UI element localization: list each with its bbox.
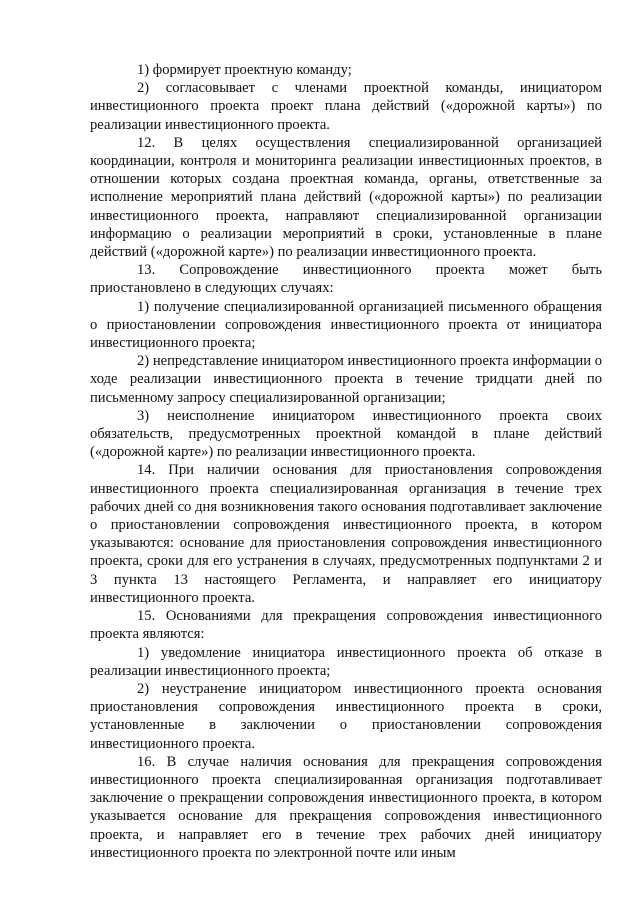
paragraph-item-15: 15. Основаниями для прекращения сопровождения инвестиционного проекта являются: <box>90 608 602 643</box>
paragraph-item-12: 12. В целях осуществления специализированной организацией координации, контроля и мониторинга реализации инвестиционных проектов, в отношении которых создана проектная команда, органы, ответственные за исполнение мероприятий плана действий («дорожной карты») по реализации инвестиционного проекта, направляют специализированной организации информацию о реализации мероприятий в сроки, установленные в плане действий («дорожной карте») по реализации инвестиционного проекта. <box>90 134 602 261</box>
paragraph-item-15-subitem-1: 1) уведомление инициатора инвестиционного проекта об отказе в реализации инвестиционного проекта; <box>90 644 602 679</box>
document-body <box>90 61 602 862</box>
paragraph-item-13-subitem-2: 2) непредставление инициатором инвестиционного проекта информации о ходе реализации инвестиционного проекта в течение тридцати дней по письменному запросу специализированной организации; <box>90 353 602 406</box>
paragraph-subitem-2-agree-plan: 2) согласовывает с членами проектной команды, инициатором инвестиционного проекта проект плана действий («дорожной карты») по реализации инвестиционного проекта. <box>90 80 602 133</box>
paragraph-item-16: 16. В случае наличия основания для прекращения сопровождения инвестиционного проекта специализированная организация подготавливает заключение о прекращении сопровождения инвестиционного проекта, в котором указывается основание для прекращения сопровождения инвестиционного проекта, и направляет его в течение трех рабочих дней инициатору инвестиционного проекта по электронной почте или иным <box>90 753 602 861</box>
paragraph-subitem-1-form-team: 1) формирует проектную команду; <box>137 62 352 78</box>
paragraph-item-15-subitem-2: 2) неустранение инициатором инвестиционного проекта основания приостановления сопровождения инвестиционного проекта в сроки, установленные в заключении о приостановлении сопровождения инвестиционного проекта. <box>90 680 602 752</box>
paragraph-item-13: 13. Сопровождение инвестиционного проекта может быть приостановлено в следующих случаях: <box>90 262 602 297</box>
paragraph-item-13-subitem-1: 1) получение специализированной организацией письменного обращения о приостановлении сопровождения инвестиционного проекта от инициатора инвестиционного проекта; <box>90 298 602 352</box>
paragraph-item-13-subitem-3: 3) неисполнение инициатором инвестиционного проекта своих обязательств, предусмотренных проектной командой в плане действий («дорожной карте») по реализации инвестиционного проекта. <box>90 407 602 461</box>
paragraph-item-14: 14. При наличии основания для приостановления сопровождения инвестиционного проекта специализированная организация в течение трех рабочих дней со дня возникновения такого основания подготавливает заключение о приостановлении сопровождения инвестиционного проекта, в котором указываются: основание для приостановления сопровождения инвестиционного проекта, сроки для его устранения в случаях, предусмотренных подпунктами 2 и 3 пункта 13 настоящего Регламента, и направляет его инициатору инвестиционного проекта. <box>90 462 602 606</box>
